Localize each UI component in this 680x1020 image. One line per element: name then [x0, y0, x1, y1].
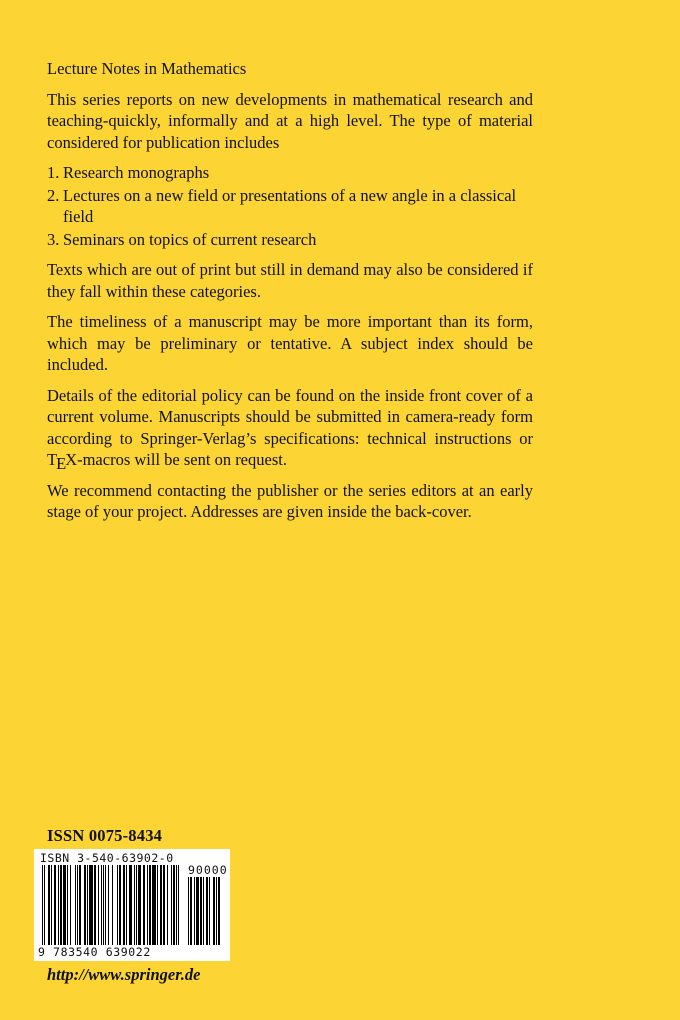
- publisher-url: http://www.springer.de: [47, 965, 201, 984]
- barcode-bar: [108, 865, 109, 945]
- barcode-bar: [51, 865, 52, 945]
- barcode-bar: [89, 865, 93, 945]
- barcode-bar: [147, 865, 148, 945]
- barcode-bar: [103, 865, 104, 945]
- barcode-bar: [171, 865, 172, 945]
- barcode-bar: [163, 865, 165, 945]
- addon-digits: 90000: [188, 863, 228, 877]
- ean-digits: 9 783540 639022: [38, 945, 151, 959]
- isbn-number: ISBN 3-540-63902-0: [40, 851, 174, 865]
- barcode-bar: [75, 865, 76, 945]
- barcode-bar: [101, 865, 102, 945]
- barcode-bar: [119, 865, 121, 945]
- list-item-number: 3.: [47, 229, 60, 249]
- list-item-number: 1.: [47, 163, 60, 182]
- barcode-bar: [149, 865, 151, 945]
- list-item-text: Seminars on topics of current research: [63, 229, 317, 249]
- barcode-bar: [194, 877, 195, 945]
- barcode-bar: [160, 865, 162, 945]
- list-item-number: 2.: [47, 185, 60, 205]
- barcode-bar: [152, 865, 156, 945]
- list-item: [47, 162, 533, 184]
- barcode-bar: [178, 865, 179, 945]
- barcode-main-bars: [42, 865, 182, 945]
- barcode-bar: [143, 865, 145, 945]
- barcode-bar: [129, 865, 132, 945]
- barcode-bar: [173, 865, 175, 945]
- barcode-bar: [138, 865, 141, 945]
- editorial-policy-paragraph: [47, 385, 533, 471]
- barcode-bar: [176, 865, 177, 945]
- barcode-bar: [218, 877, 220, 945]
- barcode-bar: [134, 865, 135, 945]
- out-of-print-paragraph: Texts which are out of print but still in demand may also be considered if they fall within these categories.: [47, 260, 533, 301]
- barcode-bar: [126, 865, 127, 945]
- barcode-bar: [200, 877, 202, 945]
- barcode-bar: [87, 865, 88, 945]
- barcode-bar: [84, 865, 86, 945]
- barcode-bar: [203, 877, 204, 945]
- barcode-bar: [44, 865, 45, 945]
- barcode-bar: [105, 865, 106, 945]
- barcode-bar: [213, 877, 215, 945]
- material-list: [47, 162, 533, 250]
- tex-macros-text: X-macros will be sent on request.: [65, 450, 287, 469]
- back-cover-text: [47, 58, 533, 532]
- series-title: Lecture Notes in Mathematics: [47, 59, 247, 78]
- barcode-bar: [70, 865, 71, 945]
- barcode-bar: [42, 865, 43, 945]
- barcode-bar: [79, 865, 81, 945]
- barcode-bar: [157, 865, 158, 945]
- editorial-policy-text: Details of the editorial policy can be found on the inside front cover of a current volume. Manuscripts should be submitted in camera-ready form according to Springer-Verlag’s specifications: technical instructions or: [47, 385, 533, 448]
- barcode-bar: [123, 865, 125, 945]
- barcode-bar: [77, 865, 78, 945]
- barcode-bar: [48, 865, 50, 945]
- barcode-bar: [67, 865, 68, 945]
- barcode-bar: [54, 865, 56, 945]
- issn-label: ISSN 0075-8434: [47, 826, 163, 845]
- barcode-bar: [188, 877, 189, 945]
- list-item-text: Lectures on a new field or presentations of a new angle in a classical field: [63, 185, 517, 226]
- timeliness-paragraph: The timeliness of a manuscript may be more important than its form, which may be preliminary or tentative. A subject index should be included.: [47, 312, 533, 374]
- barcode-bar: [117, 865, 118, 945]
- barcode-bar: [98, 865, 99, 945]
- barcode-bar: [112, 865, 113, 945]
- barcode-bar: [209, 877, 210, 945]
- barcode-bar: [196, 877, 199, 945]
- list-item: [47, 229, 533, 251]
- barcode-bar: [167, 865, 168, 945]
- recommend-paragraph: We recommend contacting the publisher or the series editors at an early stage of your project. Addresses are given inside the back-cover.: [47, 480, 533, 521]
- barcode-bar: [190, 877, 192, 945]
- barcode-bar: [136, 865, 137, 945]
- intro-paragraph: This series reports on new developments in mathematical research and teaching-quickly, informally and at a high level. The type of material considered for publication includes: [47, 89, 533, 152]
- tex-logo: TE: [47, 450, 67, 473]
- barcode-bar: [206, 877, 208, 945]
- barcode-bar: [58, 865, 59, 945]
- barcode-bar: [216, 877, 217, 945]
- barcode-bar: [94, 865, 96, 945]
- isbn-barcode: [34, 849, 230, 961]
- barcode-bar: [60, 865, 62, 945]
- barcode-addon-bars: [188, 877, 226, 945]
- barcode-bar: [63, 865, 66, 945]
- list-item-text: Research monographs: [63, 163, 210, 182]
- list-item: [47, 185, 533, 228]
